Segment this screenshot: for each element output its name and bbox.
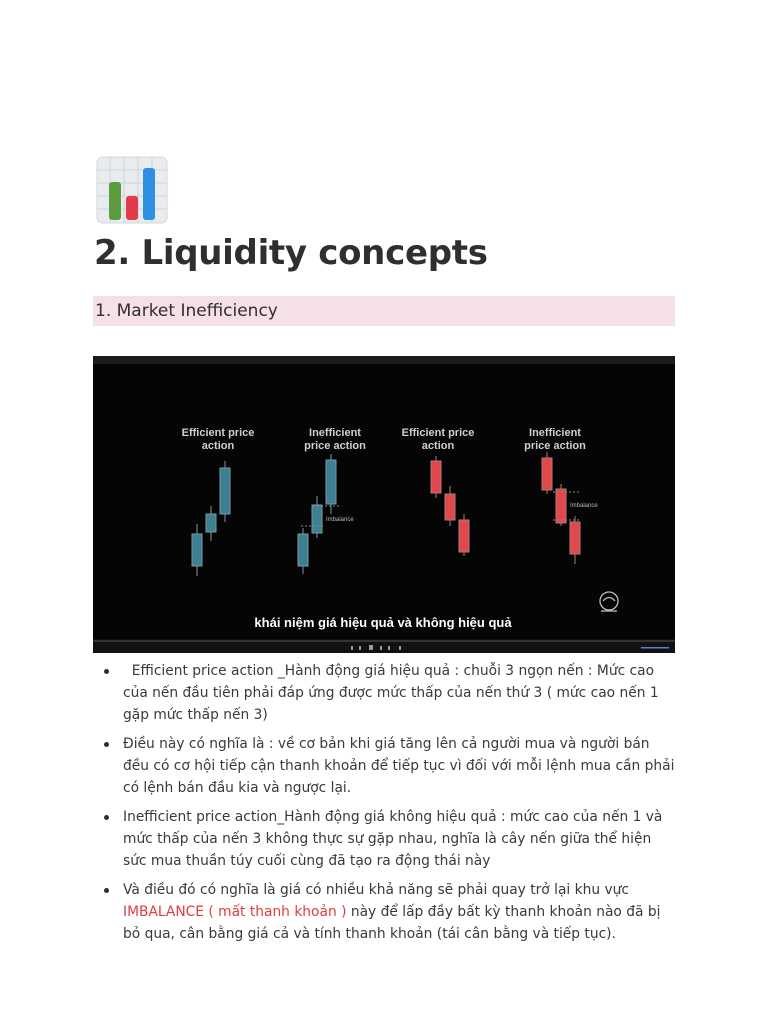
bullet-text-before: Và điều đó có nghĩa là giá có nhiều khả năng sẽ phải quay trở lại khu vực [123,882,629,898]
bullet-text [123,882,660,942]
bullet-text: Inefficient price action_Hành động giá không hiệu quả : mức cao của nến 1 và mức thấp của nến 3 không thực sự gặp nhau, nghĩa là cây nến giữa thể hiện sức mua thuần túy cuối cùng đã tạo ra động thái này [123,809,663,869]
bullet-icon [104,742,109,747]
video-progress-bar [93,640,675,642]
video-embed[interactable] [93,356,675,653]
section-heading: 1. Market Inefficiency [93,296,675,326]
page-title: 2. Liquidity concepts [94,233,488,273]
label-efficient-1-line1: Efficient price [181,427,255,439]
label-efficient-2-line2: action [421,440,455,452]
list-item [104,806,676,872]
label-efficient-1-line2: action [201,440,235,452]
label-inefficient-1-line2: price action [304,440,366,452]
imbalance-label-2: Imbalance [570,503,598,509]
bullet-icon [104,815,109,820]
volume-bar [641,647,669,649]
label-inefficient-2-line2: price action [524,440,586,452]
label-inefficient-1-line1: Inefficient [309,427,361,439]
bar-chart-icon [96,156,168,224]
imbalance-label-1: Imbalance [326,517,354,523]
bullet-text: Điều này có nghĩa là : về cơ bản khi giá tăng lên cả người mua và người bán đều có cơ hội tiếp cận thanh khoản để tiếp tục vì đối với mỗi lệnh mua cần phải có lệnh bán đầu kia và ngược lại. [123,736,675,796]
bullet-text: Efficient price action _Hành động giá hiệu quả : chuỗi 3 ngọn nến : Mức cao của nến đầu tiên phải đáp ứng được mức thấp của nến thứ 3 ( mức cao nến 1 gặp mức thấp nến 3) [123,663,664,723]
bullet-list [104,660,676,952]
list-item [104,660,676,726]
bullet-icon [104,888,109,893]
bullet-text-after: này để lấp đầy bất kỳ thanh khoản nào đã bị bỏ qua, cân bằng giá cả và tính thanh khoản (tái cân bằng và tiếp tục). [123,904,661,942]
bullet-icon [104,669,109,674]
list-item [104,879,676,945]
imbalance-highlight: IMBALANCE ( mất thanh khoản ) [123,904,347,920]
label-efficient-2-line1: Efficient price [401,427,475,439]
label-inefficient-2-line1: Inefficient [529,427,581,439]
video-subtitle: khái niệm giá hiệu quả và không hiệu quả [254,615,512,630]
video-title-bar [93,356,675,364]
list-item [104,733,676,799]
